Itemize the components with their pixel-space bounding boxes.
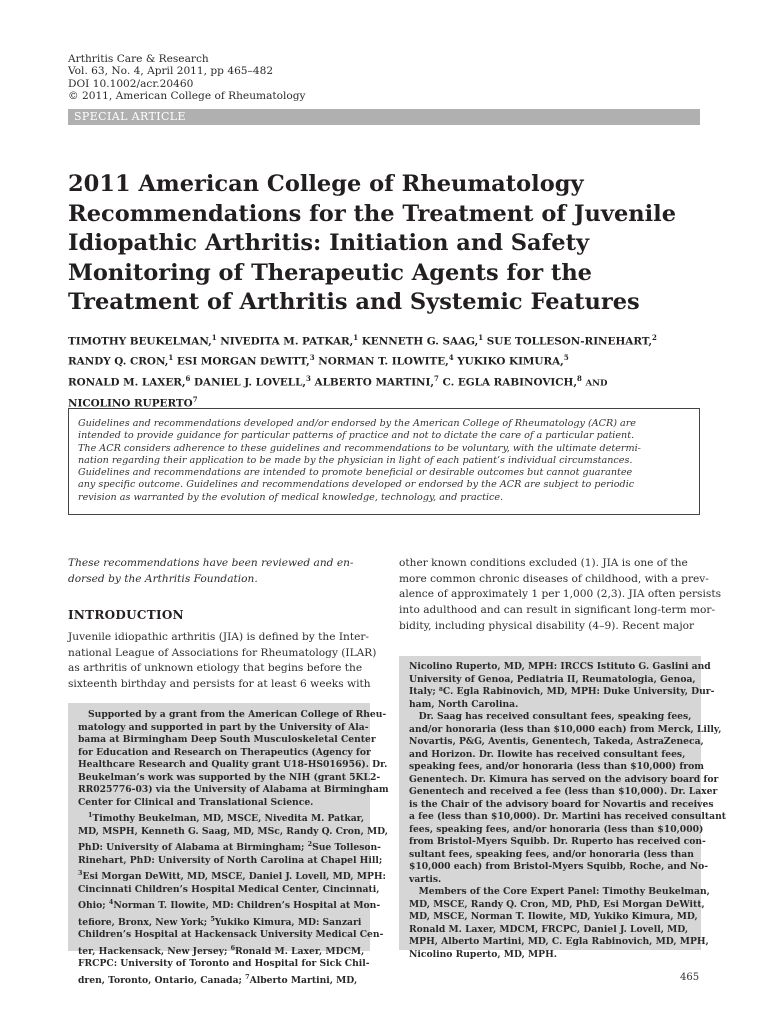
footnote-line: $10,000 each) from Bristol-Myers Squibb, Roche, and No- [409,861,709,872]
footnote-line: Rinehart, PhD: University of North Carolina at Chapel Hill; [78,854,383,866]
endorsement-line: These recommendations have been reviewed and en- [68,557,354,569]
footnote-line: Ohio; $^4$Norman T. Ilowite, MD: Children’s Hospital at Mon- [78,898,381,912]
body-line: other known conditions excluded (1). JIA is one of the [399,557,688,569]
footnote-line: sultant fees, speaking fees, and/or honoraria (less than [409,848,694,860]
footnote-box-left [68,703,389,986]
journal-doi: DOI 10.1002/acr.20460 [68,77,194,90]
footnote-line: Nicolino Ruperto, MD, MPH: IRCCS Istituto G. Gaslini and [409,661,711,672]
title-line: 2011 American College of Rheumatology [68,171,584,197]
journal-copyright: © 2011, American College of Rheumatology [68,90,306,103]
footnote-line: matology and supported in part by the University of Ala- [78,721,369,733]
footnote-line: $^1$Timothy Beukelman, MD, MSCE, Nivedita M. Patkar, [88,811,365,825]
disclaimer-line: nation regarding their application to be made by the physician in light of each patient’s individual circumstances. [78,454,633,466]
footnote-line: tefiore, Bronx, New York; $^5$Yukiko Kimura, MD: Sanzari [78,914,362,928]
author-line: RANDY Q. CRON,$^1$ ESI MORGAN DEWITT,$^3$ NORMAN T. ILOWITE,$^4$ YUKIKO KIMURA,$^5$ [68,353,569,368]
author-line: TIMOTHY BEUKELMAN,$^1$ NIVEDITA M. PATKAR,$^1$ KENNETH G. SAAG,$^1$ SUE TOLLESON-RINEHART,$^2$ [68,333,657,348]
body-line: Juvenile idiopathic arthritis (JIA) is defined by the Inter- [68,631,370,643]
footnote-line: from Bristol-Myers Squibb. Dr. Ruperto has received con- [409,836,706,847]
footnote-line: Novartis, P&G, Aventis, Genentech, Takeda, AstraZeneca, [409,736,704,747]
footnote-line: PhD: University of Alabama at Birmingham; $^2$Sue Tolleson- [78,840,381,854]
body-line: more common chronic diseases of childhood, with a prev- [399,572,709,585]
footnote-line: Children’s Hospital at Hackensack University Medical Cen- [78,929,384,941]
title-line: Treatment of Arthritis and Systemic Features [68,289,640,316]
footnote-line: RR025776-03) via the University of Alabama at Birmingham [78,784,389,795]
article-type-band [68,109,700,125]
article-type: SPECIAL ARTICLE [74,110,186,123]
footnote-line: Italy; ⁸C. Egla Rabinovich, MD, MPH: Duke University, Dur- [409,686,715,697]
footnote-line: Cincinnati Children’s Hospital Medical Center, Cincinnati, [78,883,380,895]
footnote-line: Healthcare Research and Quality grant U18-HS016956). Dr. [78,759,388,770]
footnote-line: $^3$Esi Morgan DeWitt, MD, MSCE, Daniel J. Lovell, MD, MPH: [78,869,386,883]
footnote-line: dren, Toronto, Ontario, Canada; $^7$Alberto Martini, MD, [78,972,358,986]
footnote-line: MD, MSPH, Kenneth G. Saag, MD, MSc, Randy Q. Cron, MD, [78,825,388,837]
footnote-line: ter, Hackensack, New Jersey; $^6$Ronald M. Laxer, MDCM, [78,943,365,957]
introduction-heading: INTRODUCTION [68,608,184,622]
footnote-line: and/or honoraria (less than $10,000 each) from Merck, Lilly, [409,723,722,735]
body-line: sixteenth birthday and persists for at least 6 weeks with [68,678,371,691]
footnote-line: MPH, Alberto Martini, MD, C. Egla Rabinovich, MD, MPH, [409,936,709,947]
title-line: Recommendations for the Treatment of Juvenile [68,200,677,227]
page-number: 465 [680,972,700,983]
footnote-line: MD, MSCE, Norman T. Ilowite, MD, Yukiko Kimura, MD, [409,911,698,922]
introduction-paragraph [68,630,376,693]
disclaimer-line: Guidelines and recommendations are intended to promote beneficial or desirable outcomes but cannot guarantee [78,467,633,479]
footnote-line: Beukelman’s work was supported by the NIH (grant 5KL2- [78,771,381,783]
journal-name: Arthritis Care & Research [68,53,209,65]
body-line: into adulthood and can result in significant long-term mor- [399,604,716,617]
footnote-line: Center for Clinical and Translational Science. [78,796,314,808]
endorsement-note [68,556,354,587]
footnote-line: Dr. Saag has received consultant fees, speaking fees, [409,711,692,722]
footnote-box-right [399,656,726,960]
body-line: as arthritis of unknown etiology that begins before the [68,662,363,675]
author-line: NICOLINO RUPERTO$^7$ [68,395,198,410]
title-line: Idiopathic Arthritis: Initiation and Safety [68,230,590,257]
footnote-line: for Education and Research on Therapeutics (Agency for [78,746,371,758]
footnote-line: Genentech and received a fee (less than $10,000). Dr. Laxer [409,786,718,797]
body-line: national League of Associations for Rheumatology (ILAR) [68,646,377,659]
right-column-text [399,556,721,635]
disclaimer-line: The ACR considers adherence to these guidelines and recommendations to be voluntary, with the ultimate determi- [78,442,641,454]
footnote-line: MD, MSCE, Randy Q. Cron, MD, PhD, Esi Morgan DeWitt, [409,898,705,910]
footnote-line: ham, North Carolina. [409,698,519,710]
title-line: Monitoring of Therapeutic Agents for the [68,259,592,286]
footnote-line: a fee (less than $10,000). Dr. Martini has received consultant [409,811,726,822]
footnote-line: Genentech. Dr. Kimura has served on the advisory board for [409,773,719,785]
author-list [68,330,657,412]
footnote-line: Nicolino Ruperto, MD, MPH. [409,948,557,960]
footnote-line: bama at Birmingham Deep South Musculoskeletal Center [78,734,376,745]
article-title [68,170,708,318]
author-line: RONALD M. LAXER,$^6$ DANIEL J. LOVELL,$^3$ ALBERTO MARTINI,$^7$ C. EGLA RABINOVICH,$^8$ AND [68,374,608,389]
footnote-line: and Horizon. Dr. Ilowite has received consultant fees, [409,748,686,760]
footnote-line: Ronald M. Laxer, MDCM, FRCPC, Daniel J. Lovell, MD, [409,923,689,935]
disclaimer-line: Guidelines and recommendations developed and/or endorsed by the American College of Rheumatology (ACR) are [78,418,636,429]
journal-volume: Vol. 63, No. 4, April 2011, pp 465–482 [68,65,274,78]
footnote-line: Members of the Core Expert Panel: Timothy Beukelman, [409,886,710,897]
body-line: alence of approximately 1 per 1,000 (2,3). JIA often persists [399,588,722,601]
footnote-line: fees, speaking fees, and/or honoraria (less than $10,000) [409,823,704,835]
disclaimer-line: revision as warranted by the evolution of medical knowledge, technology, and practice. [78,491,504,503]
disclaimer-line: intended to provide guidance for particular patterns of practice and not to dictate the care of a particular patient. [78,430,635,442]
endorsement-line: dorsed by the Arthritis Foundation. [68,572,258,585]
footnote-line: University of Genoa, Pediatria II, Reumatologia, Genoa, [409,673,696,685]
disclaimer-line: any specific outcome. Guidelines and recommendations developed or endorsed by the ACR are subject to periodic [78,479,635,491]
journal-header [68,53,306,103]
footnote-line: is the Chair of the advisory board for Novartis and receives [409,798,714,810]
footnote-line: FRCPC: University of Toronto and Hospital for Sick Chil- [78,958,370,970]
footnote-line: vartis. [409,873,442,885]
footnote-line: speaking fees, and/or honoraria (less than $10,000) from [409,761,704,772]
body-line: bidity, including physical disability (4–9). Recent major [399,619,695,632]
footnote-line: Supported by a grant from the American College of Rheu- [88,709,387,720]
acr-disclaimer-box [68,408,700,515]
